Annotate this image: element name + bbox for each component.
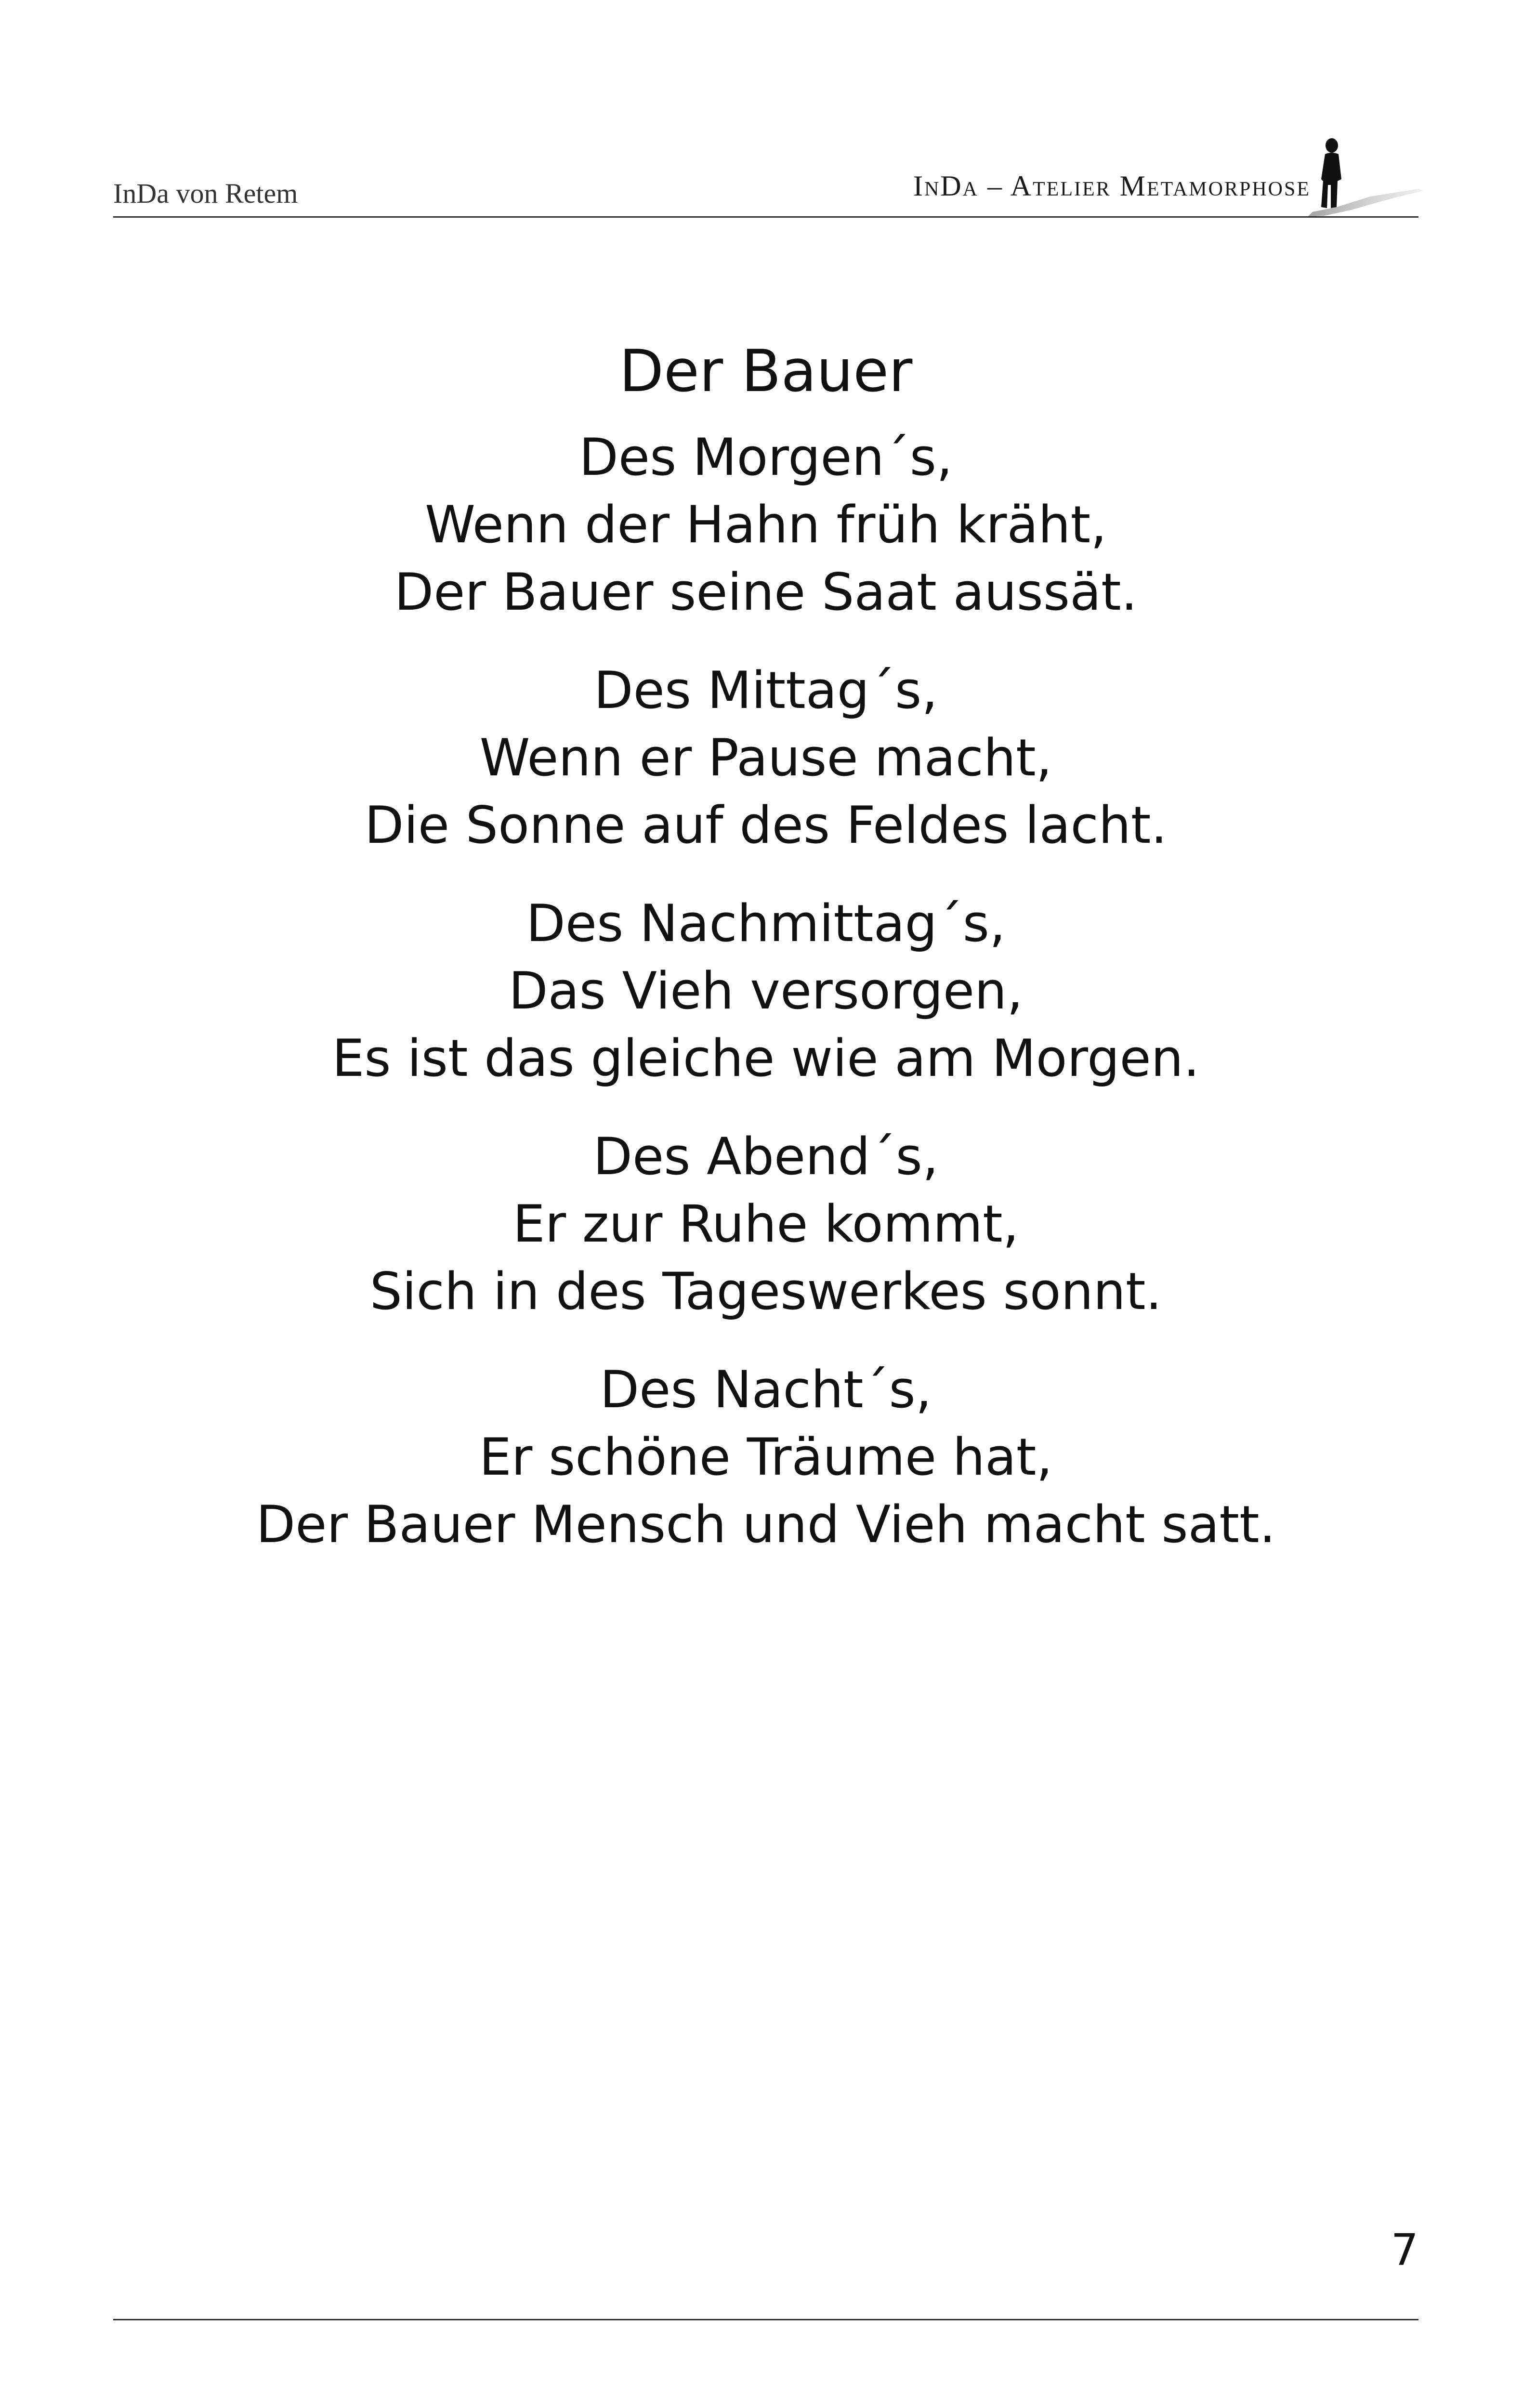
poem-line: Der Bauer seine Saat aussät.	[394, 563, 1138, 622]
poem-line: Das Vieh versorgen,	[509, 961, 1023, 1021]
poem-line: Des Morgen´s,	[579, 428, 953, 487]
stanza	[113, 424, 1418, 626]
page-number: 7	[1391, 2225, 1418, 2276]
running-header-author: InDa von Retem	[113, 178, 298, 209]
poem-line: Er zur Ruhe kommt,	[512, 1194, 1019, 1254]
poem-line: Es ist das gleiche wie am Morgen.	[332, 1029, 1200, 1088]
stanza	[113, 1356, 1418, 1558]
poem-line: Wenn der Hahn früh kräht,	[425, 495, 1107, 554]
walking-figure-silhouette-icon	[1279, 135, 1423, 226]
footer-rule	[113, 2319, 1418, 2320]
poem-line: Sich in des Tageswerkes sonnt.	[369, 1262, 1162, 1321]
running-header-series-title: InDa – Atelier Metamorphose	[913, 170, 1311, 202]
poem-title: Der Bauer	[619, 338, 913, 405]
poem-line: Die Sonne auf des Feldes lacht.	[364, 796, 1168, 855]
poem-line: Des Abend´s,	[593, 1127, 939, 1186]
header-rule	[113, 216, 1418, 218]
stanza	[113, 657, 1418, 859]
poem-line: Wenn er Pause macht,	[479, 728, 1052, 787]
poem-line: Des Mittag´s,	[594, 661, 938, 720]
poem-line: Er schöne Träume hat,	[479, 1427, 1053, 1487]
poem-line: Des Nachmittag´s,	[526, 894, 1006, 953]
poem-line: Des Nacht´s,	[600, 1360, 932, 1419]
poem-line: Der Bauer Mensch und Vieh macht satt.	[256, 1495, 1276, 1554]
stanza	[113, 1123, 1418, 1325]
poem	[113, 337, 1418, 1589]
stanza	[113, 890, 1418, 1092]
